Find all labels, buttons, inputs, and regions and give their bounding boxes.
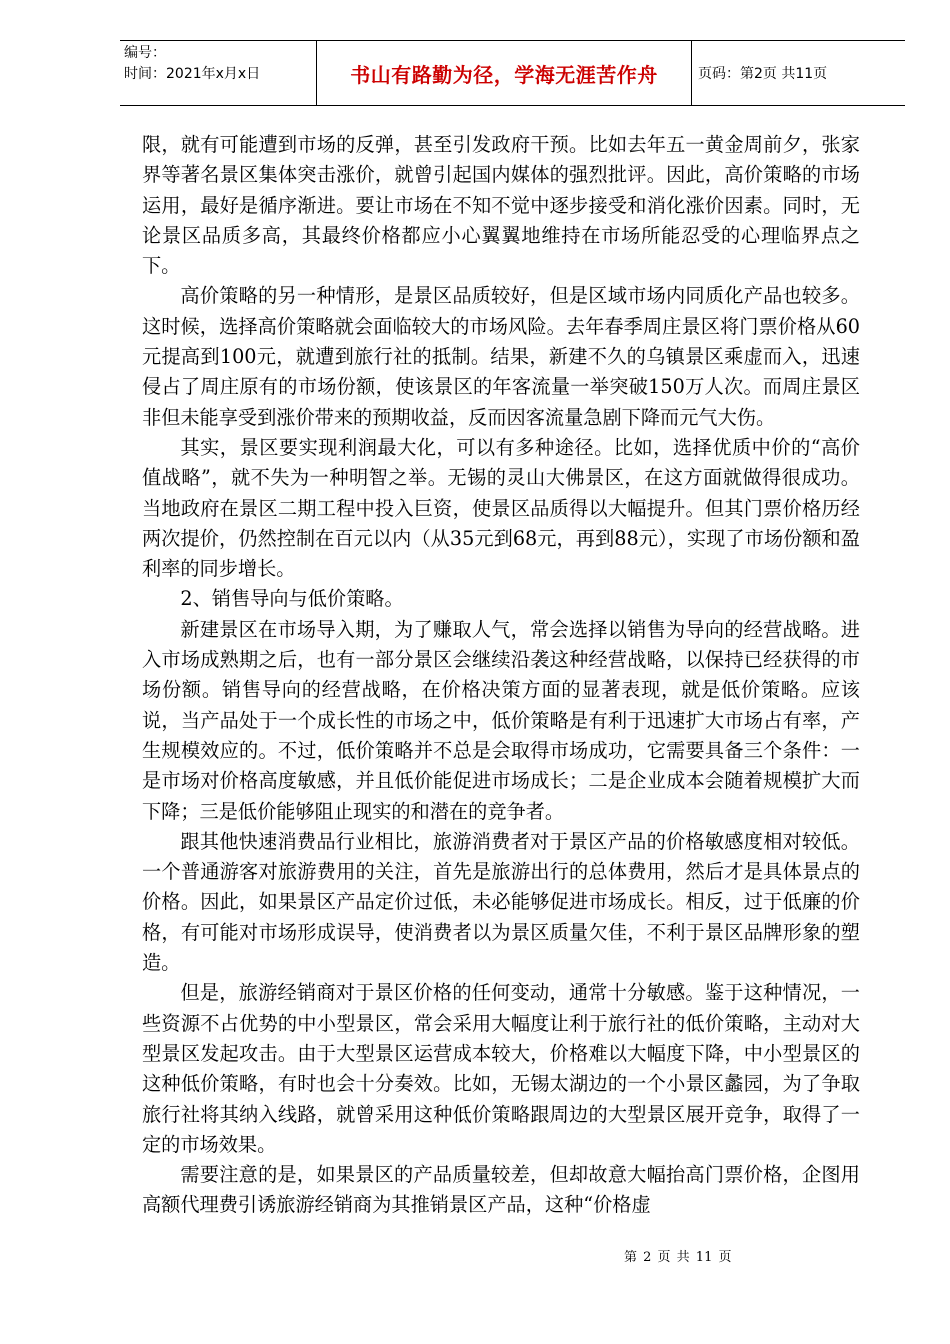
section-heading: 2、销售导向与低价策略。 bbox=[180, 587, 404, 611]
document-body bbox=[142, 130, 860, 1221]
header-meta bbox=[120, 41, 317, 105]
body-paragraph: 需要注意的是，如果景区的产品质量较差，但却故意大幅抬高门票价格，企图用高额代理费引诱旅游经销商为其推销景区产品，这种“价格虚 bbox=[142, 1163, 860, 1217]
body-paragraph: 跟其他快速消费品行业相比，旅游消费者对于景区产品的价格敏感度相对较低。一个普通游客对旅游费用的关注，首先是旅游出行的总体费用，然后才是具体景点的价格。因此，如果景区产品定价过低，未必能够促进市场成长。相反，过于低廉的价格，有可能对市场形成误导，使消费者以为景区质量欠佳，不利于景区品牌形象的塑造。 bbox=[142, 829, 860, 975]
body-paragraph: 高价策略的另一种情形，是景区品质较好，但是区域市场内同质化产品也较多。这时候，选择高价策略就会面临较大的市场风险。去年春季周庄景区将门票价格从60元提高到100元，就遭到旅行社的抵制。结果，新建不久的乌镇景区乘虚而入，迅速侵占了周庄原有的市场份额，使该景区的年客流量一举突破150万人次。而周庄景区非但未能享受到涨价带来的预期收益，反而因客流量急剧下降而元气大伤。 bbox=[142, 284, 860, 429]
page-footer: 第 2 页 共 11 页 bbox=[624, 1250, 732, 1265]
body-paragraph: 限，就有可能遭到市场的反弹，甚至引发政府干预。比如去年五一黄金周前夕，张家界等著名景区集体突击涨价，就曾引起国内媒体的强烈批评。因此，高价策略的市场运用，最好是循序渐进。要让市场在不知不觉中逐步接受和消化涨价因素。同时，无论景区品质多高，其最终价格都应小心翼翼地维持在市场所能忍受的心理临界点之下。 bbox=[142, 133, 860, 278]
body-paragraph: 其实，景区要实现利润最大化，可以有多种途径。比如，选择优质中价的“高价值战略”，就不失为一种明智之举。无锡的灵山大佛景区，在这方面就做得很成功。当地政府在景区二期工程中投入巨资，使景区品质得以大幅提升。但其门票价格历经两次提价，仍然控制在百元以内（从35元到68元，再到88元），实现了市场份额和盈利率的同步增长。 bbox=[142, 435, 860, 581]
header-number-label: 编号： bbox=[124, 45, 166, 61]
body-paragraph: 但是，旅游经销商对于景区价格的任何变动，通常十分敏感。鉴于这种情况，一些资源不占优势的中小型景区，常会采用大幅度让利于旅行社的低价策略，主动对大型景区发起攻击。由于大型景区运营成本较大，价格难以大幅度下降，中小型景区的这种低价策略，有时也会十分奏效。比如，无锡太湖边的一个小景区蠡园，为了争取旅行社将其纳入线路，就曾采用这种低价策略跟周边的大型景区展开竞争，取得了一定的市场效果。 bbox=[142, 981, 860, 1156]
page-header bbox=[120, 40, 905, 106]
body-paragraph: 新建景区在市场导入期，为了赚取人气，常会选择以销售为导向的经营战略。进入市场成熟期之后，也有一部分景区会继续沿袭这种经营战略，以保持已经获得的市场份额。销售导向的经营战略，在价格决策方面的显著表现，就是低价策略。应该说，当产品处于一个成长性的市场之中，低价策略是有利于迅速扩大市场占有率，产生规模效应的。不过，低价策略并不总是会取得市场成功，它需要具备三个条件：一是市场对价格高度敏感，并且低价能促进市场成长；二是企业成本会随着规模扩大而下降；三是低价能够阻止现实的和潜在的竞争者。 bbox=[142, 617, 860, 823]
header-motto: 书山有路勤为径，学海无涯苦作舟 bbox=[317, 41, 692, 105]
header-page-info: 页码：第2页 共11页 bbox=[698, 66, 828, 82]
header-time-label: 时间：2021年x月x日 bbox=[124, 66, 261, 82]
